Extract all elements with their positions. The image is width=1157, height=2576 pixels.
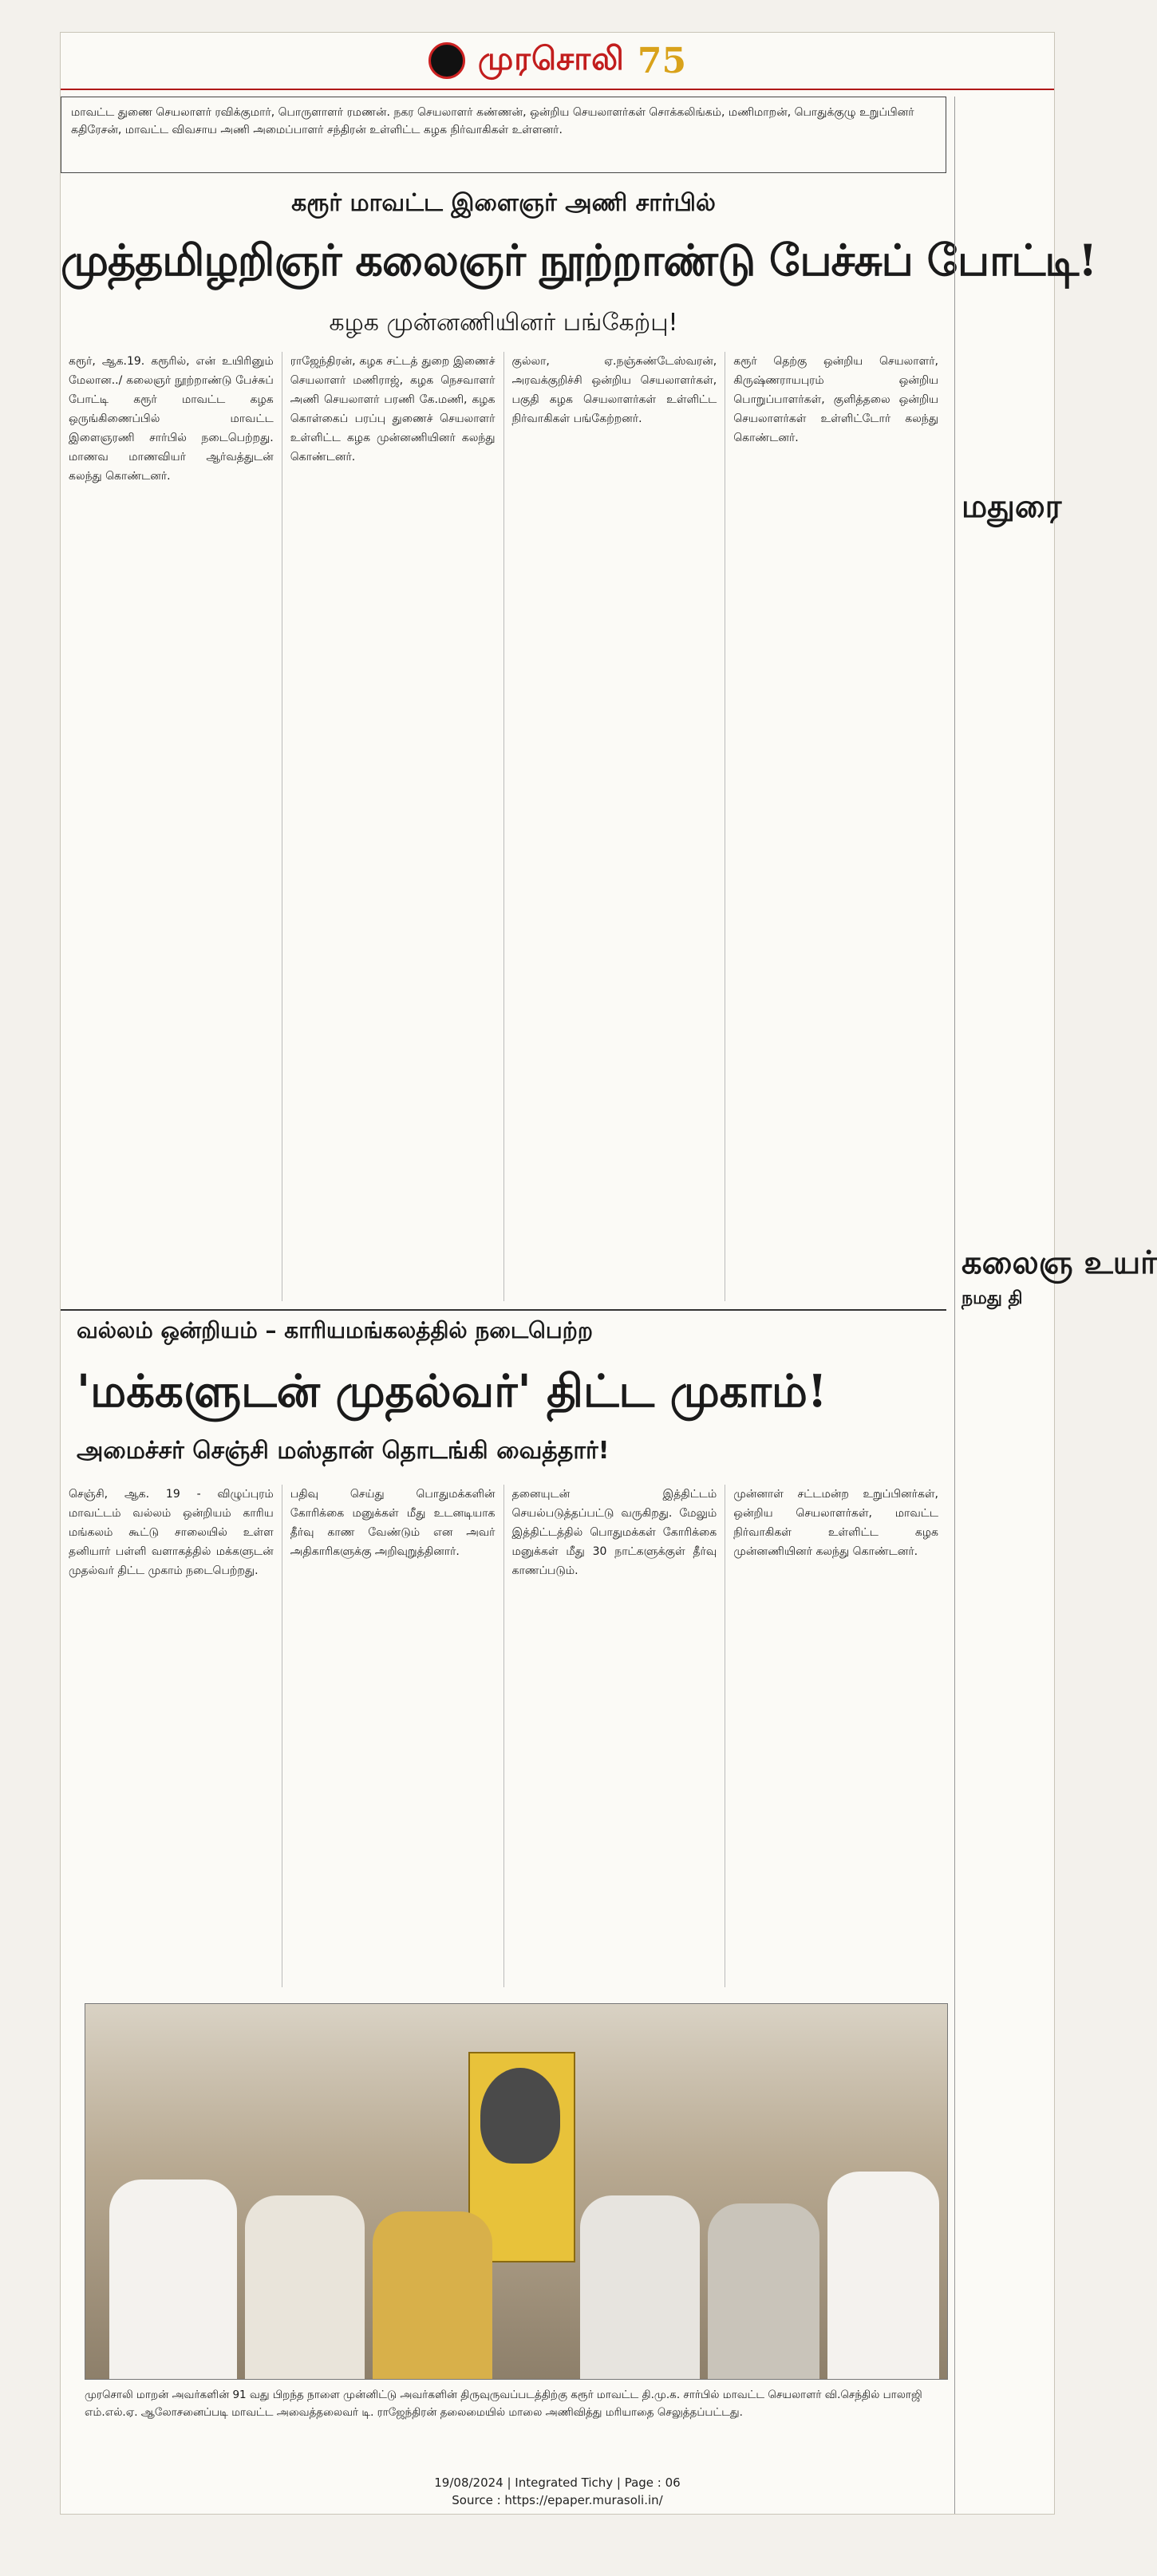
event-photo	[85, 2003, 948, 2380]
anniversary-badge: 75	[637, 40, 687, 81]
portrait-image	[480, 2068, 560, 2164]
story2-body	[61, 1485, 946, 1987]
story1-kicker: கரூர் மாவட்ட இளைஞர் அணி சார்பில்	[291, 189, 716, 217]
divider	[61, 1309, 946, 1311]
masthead	[61, 33, 1054, 90]
page-info: 19/08/2024 | Integrated Tichy | Page : 06	[434, 2475, 681, 2490]
page-footer	[61, 2474, 1054, 2509]
story2-column: பதிவு செய்து பொதுமக்களின் கோரிக்கை மனுக்கள் மீது உடனடியாக தீர்வு காண வேண்டும் என அவர் அதிகாரிகளுக்கு அறிவுறுத்தினார்.	[282, 1485, 504, 1987]
right-headline: கலைஞ உயர்	[962, 1244, 1157, 1281]
right-headline: மதுரை	[962, 487, 1062, 525]
story1-headline: முத்தமிழறிஞர் கலைஞர் நூற்றாண்டு பேச்சுப் போட்டி!	[61, 235, 1097, 286]
story1-column: கரூர், ஆக.19. கரூரில், என் உயிரினும் மேலான../ கலைஞர் நூற்றாண்டு பேச்சுப் போட்டி கரூர் மாவட்ட கழக ஒருங்கிணைப்பில் மாவட்ட இளைஞரணி சார்பில் நடைபெற்றது. மாணவ மாணவியர் ஆர்வத்துடன் கலந்து கொண்டனர்.	[61, 352, 282, 1301]
story2-column: செஞ்சி, ஆக. 19 - விழுப்புரம் மாவட்டம் வல்லம் ஒன்றியம் காரிய மங்கலம் கூட்டு சாலையில் உள்ள தனியார் பள்ளி வளாகத்தில் மக்களுடன் முதல்வர் திட்ட முகாம் நடைபெற்றது.	[61, 1485, 282, 1987]
story2-column: முன்னாள் சட்டமன்ற உறுப்பினர்கள், ஒன்றிய செயலாளர்கள், மாவட்ட நிர்வாகிகள் உள்ளிட்ட கழக முன்னணியினர் கலந்து கொண்டனர்.	[733, 1488, 938, 1558]
top-caption-strip: மாவட்ட துணை செயலாளர் ரவிக்குமார், பொருளாளர் ரமணன். நகர செயலாளர் கண்ணன், ஒன்றிய செயலாளர்கள் சொக்கலிங்கம், மணிமாறன், பொதுக்குழு உறுப்பினர் கதிரேசன், மாவட்ட விவசாய அணி அமைப்பாளர் சந்திரன் உள்ளிட்ட கழக நிர்வாகிகள் உள்ளனர்.	[61, 97, 946, 173]
story2-column: தனையுடன் இத்திட்டம் செயல்படுத்தப்பட்டு வருகிறது. மேலும் இத்திட்டத்தில் பொதுமக்கள் கோரிக்கை மனுக்கள் மீது 30 நாட்களுக்குள் தீர்வு காணப்படும்.	[504, 1485, 726, 1987]
masthead-title: முரசொலி	[477, 40, 625, 77]
story1-column: ராஜேந்திரன், கழக சட்டத் துறை இணைச் செயலாளர் மணிராஜ், கழக நெசவாளர் அணி செயலாளர் பரணி கே.மணி, கழக கொள்கைப் பரப்பு துணைச் செயலாளர் உள்ளிட்ட கழக முன்னணியினர் கலந்து கொண்டனர்.	[282, 352, 504, 1301]
story2-subhead: அமைச்சர் செஞ்சி மஸ்தான் தொடங்கி வைத்தார்!	[77, 1437, 610, 1465]
story1-column: குல்லா, ஏ.நஞ்சுண்டேஸ்வரன், அரவக்குறிச்சி ஒன்றிய செயலாளர்கள், பகுதி கழக செயலாளர்கள் உள்ளிட்ட நிர்வாகிகள் பங்கேற்றனர்.	[504, 352, 726, 1301]
photo-caption: முரசொலி மாறன் அவர்களின் 91 வது பிறந்த நாளை முன்னிட்டு அவர்களின் திருவுருவப்படத்திற்கு கரூர் மாவட்ட தி.மு.க. சார்பில் மாவட்ட செயலாளர் வி.செந்தில் பாலாஜி எம்.எல்.ஏ. ஆலோசனைப்படி மாவட்ட அவைத்தலைவர் டி. ராஜேந்திரன் தலைமையில் மாலை அணிவித்து மரியாதை செலுத்தப்பட்டது.	[85, 2389, 922, 2419]
story1-subhead: கழக முன்னணியினர் பங்கேற்பு!	[329, 309, 678, 337]
right-column-excerpt	[954, 97, 1157, 2514]
story1-column: கரூர் தெற்கு ஒன்றிய செயலாளர், கிருஷ்ணராயபுரம் ஒன்றிய பொறுப்பாளர்கள், குளித்தலை ஒன்றிய செயலாளர்கள் உள்ளிட்டோர் கலந்து கொண்டனர்.	[733, 355, 938, 444]
story1-body	[61, 352, 946, 1301]
story2-kicker: வல்லம் ஒன்றியம் – காரியமங்கலத்தில் நடைபெற்ற	[77, 1317, 593, 1343]
party-emblem-icon	[428, 42, 465, 79]
story2-headline: 'மக்களுடன் முதல்வர்' திட்ட முகாம்!	[77, 1365, 827, 1418]
newspaper-page	[60, 32, 1157, 2515]
right-subhead: நமது தி	[962, 1288, 1023, 1308]
source-link[interactable]: Source : https://epaper.murasoli.in/	[452, 2493, 663, 2507]
